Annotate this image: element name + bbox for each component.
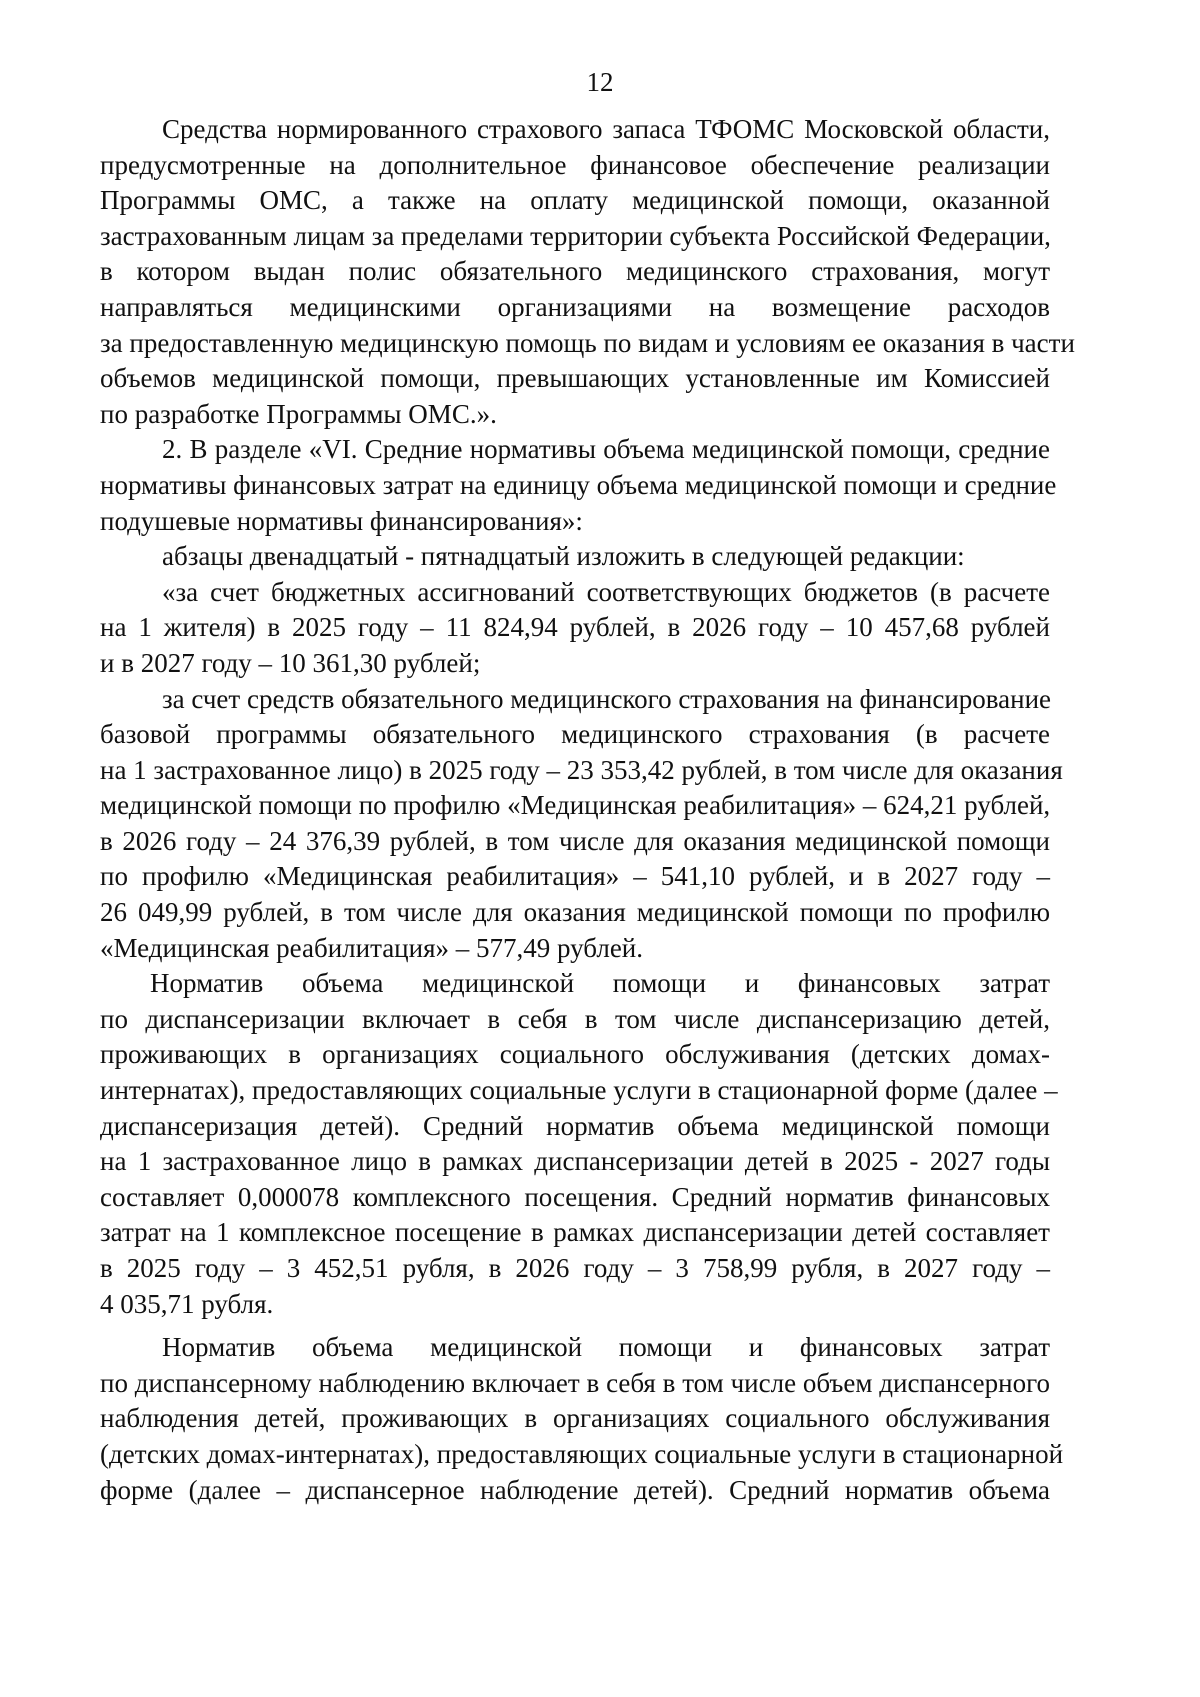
text-line: интернатах), предоставляющих социальные услуги в стационарной форме (далее – bbox=[100, 1075, 1058, 1106]
text-line: по диспансеризации включает в себя в том числе диспансеризацию детей, bbox=[100, 1003, 1050, 1034]
text-line: по диспансерному наблюдению включает в себя в том числе объем диспансерного bbox=[100, 1367, 1050, 1398]
text-line: 2. В разделе «VI. Средние нормативы объема медицинской помощи, средние bbox=[162, 434, 1050, 465]
text-line: нормативы финансовых затрат на единицу объема медицинской помощи и средние bbox=[100, 469, 1057, 500]
paragraph-oms-funds bbox=[100, 682, 1063, 967]
text-line: «за счет бюджетных ассигнований соответствующих бюджетов (в расчете bbox=[162, 576, 1050, 607]
text-line: форме (далее – диспансерное наблюдение детей). Средний норматив объема bbox=[100, 1474, 1050, 1505]
paragraph-gap bbox=[100, 1322, 1050, 1330]
document-body bbox=[100, 112, 1075, 1508]
text-line: (детских домах-интернатах), предоставляющих социальные услуги в стационарной bbox=[100, 1438, 1064, 1469]
text-line: за предоставленную медицинскую помощь по видам и условиям ее оказания в части bbox=[100, 327, 1075, 358]
text-line: подушевые нормативы финансирования»: bbox=[100, 505, 583, 536]
paragraph-reserve-funds bbox=[100, 112, 1075, 432]
text-line: по разработке Программы ОМС.». bbox=[100, 398, 497, 429]
text-line: Норматив объема медицинской помощи и финансовых затрат bbox=[150, 968, 1050, 999]
text-line: проживающих в организациях социального обслуживания (детских домах- bbox=[100, 1039, 1050, 1070]
text-line: абзацы двенадцатый - пятнадцатый изложить в следующей редакции: bbox=[162, 541, 965, 572]
text-line: медицинской помощи по профилю «Медицинская реабилитация» – 624,21 рублей, bbox=[100, 790, 1051, 821]
text-line: «Медицинская реабилитация» – 577,49 рублей. bbox=[100, 932, 644, 963]
text-line: Программы ОМС, а также на оплату медицинской помощи, оказанной bbox=[100, 185, 1050, 216]
text-line: за счет средств обязательного медицинского страхования на финансирование bbox=[162, 683, 1052, 714]
text-line: в 2025 году – 3 452,51 рубля, в 2026 году – 3 758,99 рубля, в 2027 году – bbox=[100, 1253, 1050, 1283]
paragraph-dispensary-observation bbox=[100, 1330, 1064, 1508]
text-line: и в 2027 году – 10 361,30 рублей; bbox=[100, 647, 481, 678]
paragraph-budget-allocations bbox=[100, 575, 1050, 682]
text-line: объемов медицинской помощи, превышающих установленные им Комиссией bbox=[100, 363, 1050, 394]
text-line: в котором выдан полис обязательного медицинского страхования, могут bbox=[100, 256, 1050, 287]
text-line: на 1 застрахованное лицо в рамках диспансеризации детей в 2025 - 2027 годы bbox=[100, 1146, 1050, 1177]
paragraph-amendment-intro bbox=[100, 539, 1050, 575]
text-line: диспансеризация детей). Средний норматив объема медицинской помощи bbox=[100, 1110, 1050, 1141]
text-line: затрат на 1 комплексное посещение в рамках диспансеризации детей составляет bbox=[100, 1217, 1050, 1248]
paragraph-dispensarization bbox=[100, 966, 1058, 1322]
text-line: в 2026 году – 24 376,39 рублей, в том числе для оказания медицинской помощи bbox=[100, 825, 1050, 856]
text-line: наблюдения детей, проживающих в организациях социального обслуживания bbox=[100, 1403, 1050, 1434]
text-line: 26 049,99 рублей, в том числе для оказания медицинской помощи по профилю bbox=[100, 897, 1050, 928]
paragraph-section-vi bbox=[100, 432, 1057, 539]
text-line: составляет 0,000078 комплексного посещения. Средний норматив финансовых bbox=[100, 1181, 1050, 1212]
text-line: Средства нормированного страхового запаса ТФОМС Московской области, bbox=[162, 114, 1050, 144]
text-line: базовой программы обязательного медицинского страхования (в расчете bbox=[100, 719, 1050, 750]
text-line: по профилю «Медицинская реабилитация» – 541,10 рублей, и в 2027 году – bbox=[100, 861, 1050, 892]
text-line: на 1 жителя) в 2025 году – 11 824,94 рублей, в 2026 году – 10 457,68 рублей bbox=[100, 612, 1050, 643]
text-line: Норматив объема медицинской помощи и финансовых затрат bbox=[162, 1332, 1050, 1363]
page-number: 12 bbox=[586, 67, 614, 97]
text-line: на 1 застрахованное лицо) в 2025 году – 23 353,42 рублей, в том числе для оказания bbox=[100, 754, 1063, 785]
text-line: 4 035,71 рубля. bbox=[100, 1288, 274, 1319]
text-line: направляться медицинскими организациями на возмещение расходов bbox=[100, 291, 1050, 322]
text-line: застрахованным лицам за пределами территории субъекта Российской Федерации, bbox=[100, 220, 1051, 251]
text-line: предусмотренные на дополнительное финансовое обеспечение реализации bbox=[100, 149, 1050, 180]
